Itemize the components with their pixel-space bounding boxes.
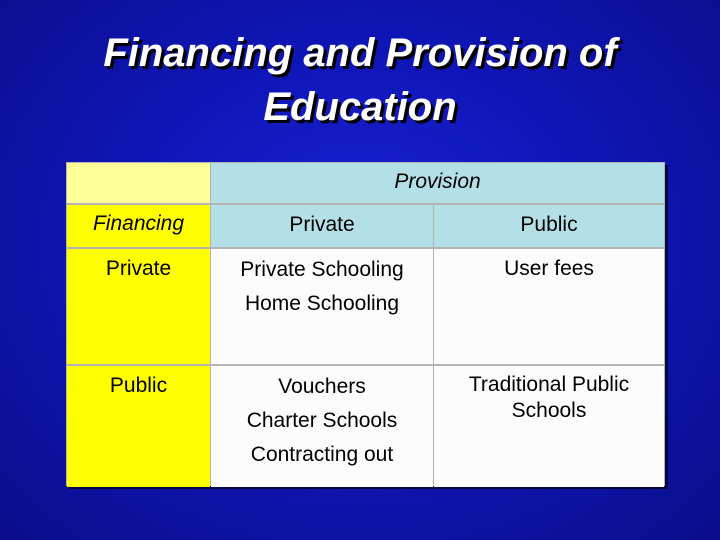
- slide-title-line-1: Financing and Provision of: [103, 31, 617, 75]
- slide-title-line-2: Education: [263, 85, 457, 129]
- cell-public-financing-public-provision: [434, 366, 664, 487]
- financing-provision-table: [66, 162, 665, 486]
- cell-line: Charter Schools: [246, 409, 398, 432]
- row-label-private: Private: [67, 249, 210, 364]
- row-label-public: Public: [67, 366, 210, 487]
- cell-line: Contracting out: [250, 443, 394, 466]
- cell-line: Traditional Public: [468, 373, 630, 396]
- cell-line: Schools: [511, 399, 587, 422]
- provision-header: Provision: [211, 163, 664, 203]
- table-corner-cell: [67, 163, 210, 203]
- col-header-public: Public: [434, 205, 664, 247]
- cell-line: Home Schooling: [244, 292, 400, 315]
- cell-private-financing-private-provision: [211, 249, 433, 364]
- cell-line: Vouchers: [278, 375, 366, 398]
- slide-title: [40, 26, 680, 134]
- cell-line: Private Schooling: [240, 258, 404, 281]
- financing-header: Financing: [67, 205, 210, 247]
- col-header-private: Private: [211, 205, 433, 247]
- cell-public-financing-private-provision: [211, 366, 433, 487]
- cell-private-financing-public-provision: User fees: [434, 249, 664, 364]
